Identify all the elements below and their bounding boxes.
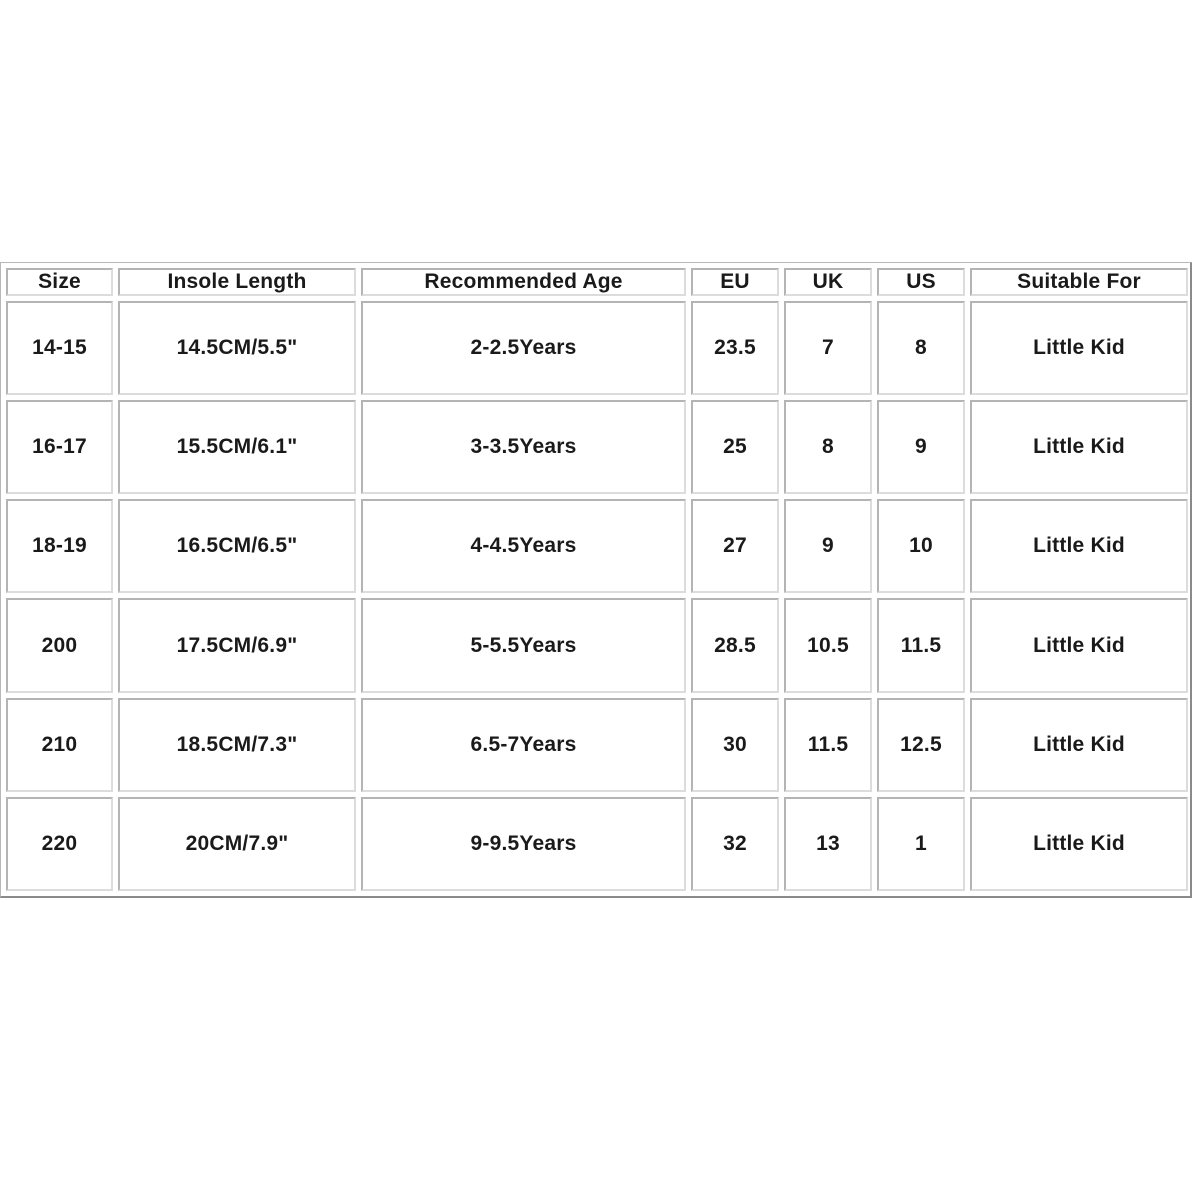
cell-eu: 23.5 <box>691 301 779 395</box>
cell-recommended-age: 3-3.5Years <box>361 400 686 494</box>
cell-suitable-for: Little Kid <box>970 797 1188 891</box>
cell-us: 12.5 <box>877 698 965 792</box>
table-row <box>6 797 1188 891</box>
cell-recommended-age: 9-9.5Years <box>361 797 686 891</box>
cell-us: 9 <box>877 400 965 494</box>
cell-us: 1 <box>877 797 965 891</box>
cell-recommended-age: 5-5.5Years <box>361 598 686 692</box>
cell-size: 14-15 <box>6 301 113 395</box>
cell-size: 200 <box>6 598 113 692</box>
cell-suitable-for: Little Kid <box>970 400 1188 494</box>
cell-insole-length: 17.5CM/6.9" <box>118 598 356 692</box>
cell-insole-length: 20CM/7.9" <box>118 797 356 891</box>
size-chart-table <box>1 263 1193 896</box>
cell-insole-length: 18.5CM/7.3" <box>118 698 356 792</box>
cell-uk: 10.5 <box>784 598 872 692</box>
table-row <box>6 698 1188 792</box>
cell-uk: 13 <box>784 797 872 891</box>
cell-insole-length: 15.5CM/6.1" <box>118 400 356 494</box>
header-insole-length: Insole Length <box>118 268 356 296</box>
cell-eu: 30 <box>691 698 779 792</box>
cell-eu: 27 <box>691 499 779 593</box>
cell-suitable-for: Little Kid <box>970 499 1188 593</box>
cell-recommended-age: 6.5-7Years <box>361 698 686 792</box>
size-chart <box>0 262 1192 898</box>
cell-insole-length: 16.5CM/6.5" <box>118 499 356 593</box>
header-size: Size <box>6 268 113 296</box>
cell-recommended-age: 2-2.5Years <box>361 301 686 395</box>
cell-recommended-age: 4-4.5Years <box>361 499 686 593</box>
header-uk: UK <box>784 268 872 296</box>
cell-size: 18-19 <box>6 499 113 593</box>
cell-suitable-for: Little Kid <box>970 301 1188 395</box>
cell-us: 10 <box>877 499 965 593</box>
cell-size: 220 <box>6 797 113 891</box>
cell-uk: 7 <box>784 301 872 395</box>
cell-uk: 9 <box>784 499 872 593</box>
table-row <box>6 400 1188 494</box>
header-eu: EU <box>691 268 779 296</box>
cell-uk: 8 <box>784 400 872 494</box>
cell-suitable-for: Little Kid <box>970 698 1188 792</box>
header-recommended-age: Recommended Age <box>361 268 686 296</box>
cell-us: 8 <box>877 301 965 395</box>
cell-us: 11.5 <box>877 598 965 692</box>
cell-eu: 32 <box>691 797 779 891</box>
table-row <box>6 598 1188 692</box>
cell-eu: 28.5 <box>691 598 779 692</box>
table-row <box>6 499 1188 593</box>
cell-eu: 25 <box>691 400 779 494</box>
header-suitable-for: Suitable For <box>970 268 1188 296</box>
header-us: US <box>877 268 965 296</box>
cell-suitable-for: Little Kid <box>970 598 1188 692</box>
cell-size: 210 <box>6 698 113 792</box>
table-row <box>6 301 1188 395</box>
cell-insole-length: 14.5CM/5.5" <box>118 301 356 395</box>
header-row <box>6 268 1188 296</box>
cell-size: 16-17 <box>6 400 113 494</box>
cell-uk: 11.5 <box>784 698 872 792</box>
